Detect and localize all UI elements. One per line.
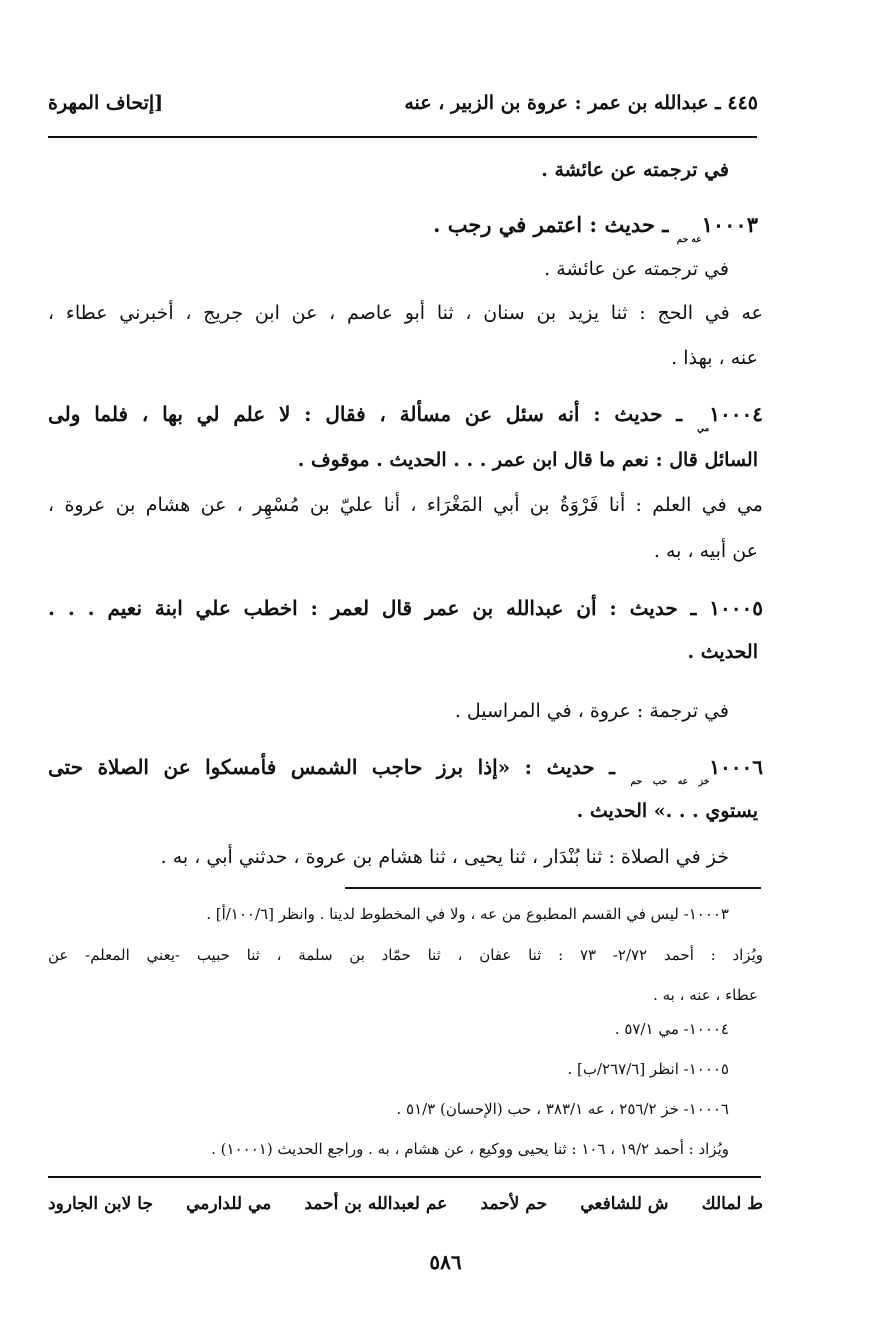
hadith-number: ١٠٠٠٤: [709, 402, 763, 426]
footnote-line: عطاء ، عنه ، به .: [653, 986, 758, 1004]
source-sigla: مي: [696, 424, 710, 434]
hadith-text: ـ حديث : «إذا برز حاجب الشمس فأمسكوا عن الصلاة حتى: [48, 755, 616, 779]
hadith-continuation: السائل قال : نعم ما قال ابن عمر . . . الحديث . موقوف .: [297, 449, 758, 471]
footnote-line: ويُزاد : أحمد ٢/٧٢- ٧٣ : ثنا عفان ، ثنا حمّاد بن سلمة ، ثنا حبيب -يعني المعلم- عن: [48, 946, 763, 964]
header-rule: [48, 136, 757, 138]
abbreviation-item: ش للشافعي: [580, 1194, 669, 1214]
hadith-text: ـ حديث : أن عبدالله بن عمر قال لعمر : اخطب علي ابنة نعيم . . .: [48, 596, 697, 620]
hadith-continuation: الحديث .: [687, 641, 758, 663]
abbreviation-item: عم لعبدالله بن أحمد: [304, 1194, 448, 1214]
abbreviation-item: ط لمالك: [701, 1194, 763, 1214]
hadith-continuation: يستوي . . .» الحديث .: [576, 800, 758, 822]
source-sigla: عه حم: [676, 235, 702, 245]
hadith-heading-10006: [48, 755, 763, 787]
abbreviation-item: مي للدارمي: [186, 1194, 272, 1214]
footnote-10006: ١٠٠٠٦- خز ٢٥٦/٢ ، عه ٣٨٣/١ ، حب (الإحسان) ٥١/٣ .: [396, 1100, 729, 1118]
source-sigla: خز عه حب حم: [630, 777, 710, 787]
isnad-line: عن أبيه ، به .: [653, 540, 758, 562]
body-line: في ترجمته عن عائشة .: [544, 258, 729, 280]
footnote-10004: ١٠٠٠٤- مي ٥٧/١ .: [614, 1020, 729, 1038]
isnad-line: مي في العلم : أنا فَرْوَةُ بن أبي المَغْرَاء ، أنا عليّ بن مُسْهِر ، عن هشام بن عروة ،: [48, 494, 763, 516]
hadith-heading-10005: [48, 596, 763, 621]
hadith-heading-10003: [433, 212, 758, 245]
abbreviations-rule: [48, 1176, 761, 1178]
abbreviation-item: جا لابن الجارود: [48, 1194, 153, 1214]
body-line: في ترجمة : عروة ، في المراسيل .: [454, 700, 729, 722]
hadith-number: ١٠٠٠٦: [709, 755, 763, 779]
hadith-text: ـ حديث : أنه سئل عن مسألة ، فقال : لا علم لي بها ، فلما ولى: [48, 402, 683, 426]
page-number: ٥٨٦: [429, 1250, 462, 1274]
running-header-title: ٤٤٥ ـ عبدالله بن عمر : عروة بن الزبير ، عنه: [404, 92, 758, 114]
footnote-10003: ١٠٠٠٣- ليس في القسم المطبوع من عه ، ولا في المخطوط لدينا . وانظر [١٠٠/٦/أ] .: [206, 905, 729, 923]
abbreviation-item: حم لأحمد: [480, 1194, 548, 1214]
hadith-text: ـ حديث : اعتمر في رجب .: [433, 212, 669, 237]
abbreviations-legend: [48, 1194, 763, 1214]
hadith-heading-10004: [48, 402, 763, 434]
isnad-line: عه في الحج : ثنا يزيد بن سنان ، ثنا أبو عاصم ، عن ابن جريج ، أخبرني عطاء ،: [48, 302, 763, 324]
footnote-rule: [345, 887, 761, 889]
running-header-book: [إتحاف المهرة: [48, 92, 164, 114]
body-line: في ترجمته عن عائشة .: [541, 159, 729, 181]
isnad-line: عنه ، بهذا .: [671, 347, 758, 369]
hadith-number: ١٠٠٠٣: [701, 212, 758, 237]
footnote-line: ويُزاد : أحمد ١٩/٢ ، ١٠٦ : ثنا يحيى ووكيع ، عن هشام ، به . وراجع الحديث (١٠٠٠١) .: [211, 1140, 729, 1158]
footnote-10005: ١٠٠٠٥- انظر [٢٦٧/٦/ب] .: [567, 1060, 729, 1078]
hadith-number: ١٠٠٠٥: [709, 596, 763, 620]
isnad-line: خز في الصلاة : ثنا بُنْدَار ، ثنا يحيى ، ثنا هشام بن عروة ، حدثني أبي ، به .: [160, 846, 729, 868]
